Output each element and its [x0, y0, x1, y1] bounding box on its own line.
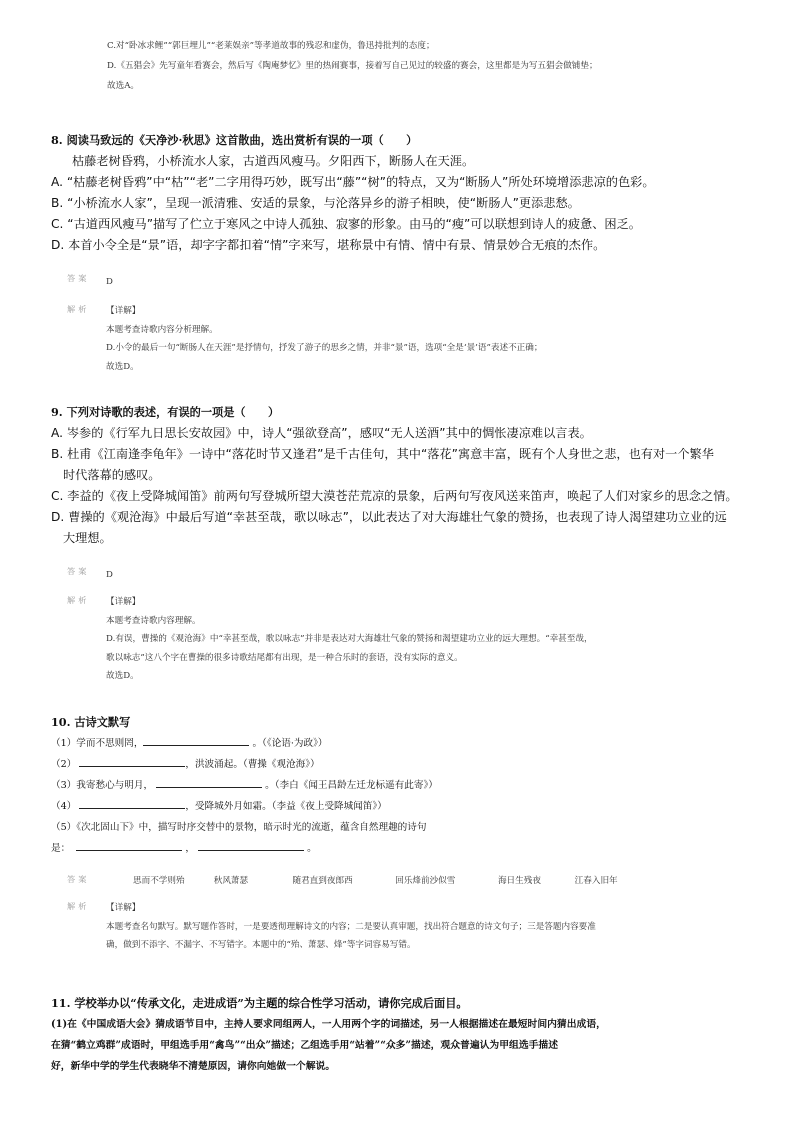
- answer-item: 随君直到夜郎西: [292, 876, 353, 886]
- question-title: 8. 阅读马致远的《天净沙·秋思》这首散曲，选出赏析有误的一项（ ）: [51, 133, 418, 147]
- analysis-body: [106, 302, 751, 376]
- analysis-body: [106, 899, 751, 955]
- analysis-line: 歌以咏志”这八个字在曹操的很多诗歌结尾都有出现，是一种合乐时的套语，没有实际的意义。: [106, 652, 463, 663]
- previous-answer-continuation: [107, 36, 747, 96]
- analysis-line: 【详解】: [106, 306, 141, 316]
- analysis-line: 本题考查诗歌内容理解。: [106, 615, 201, 626]
- question-10: [51, 712, 751, 955]
- blank-line[interactable]: [143, 733, 249, 746]
- option-b: B. “小桥流水人家”，呈现一派清雅、安适的景象，与沦落异乡的游子相映，使“断肠人”更添悲愁。: [51, 196, 580, 210]
- analysis-body: [106, 593, 751, 686]
- fill-item-5: （5）《次北固山下》中，描写时序交替中的景物，暗示时光的流逝，蕴含自然理趣的诗句: [51, 822, 427, 833]
- analysis-line: 本题考查名句默写。默写题作答时，一是要透彻理解诗文的内容；二是要认真审题，找出符合题意的诗文句子；三是答题内容要准: [106, 921, 596, 932]
- option-d: D. 本首小令全是“景”语，却字字都扣着“情”字来写，堪称景中有情、情中有景、情景妙合无痕的杰作。: [51, 238, 606, 252]
- analysis-line: C.对“卧冰求鲤”“郭巨埋儿”“老莱娱亲”等孝道故事的残忍和虚伪，鲁迅持批判的态度；: [107, 41, 435, 51]
- answer-item: 秋风萧瑟: [213, 876, 249, 886]
- question-8: [51, 130, 751, 376]
- question-line: 在猜“鹤立鸡群”成语时，甲组选手用“禽鸟”“出众”描述；乙组选手用“站着”“众多”描述，观众普遍认为甲组选手描述: [51, 1040, 559, 1051]
- analysis-label: 解析: [67, 595, 90, 605]
- answer-item: 思而不学则殆: [133, 876, 185, 886]
- analysis-line: 故选D。: [106, 361, 139, 372]
- question-line: 好，新华中学的学生代表晓华不清楚原因，请你向她做一个解说。: [51, 1061, 336, 1072]
- option-b-continued: 时代落幕的感叹。: [63, 468, 161, 482]
- blank-line[interactable]: [156, 775, 262, 788]
- question-11: [51, 993, 751, 1077]
- analysis-line: 故选D。: [106, 671, 139, 681]
- fill-item-2: （2） ，洪波涌起。（曹操《观沧海》）: [51, 754, 751, 775]
- option-a: A. “枯藤老树昏鸦”中“枯”“老”二字用得巧妙，既写出“藤”“树”的特点，又为“断肠人”所处环境增添悲凉的色彩。: [51, 175, 655, 189]
- analysis-label: 解析: [67, 304, 90, 314]
- analysis-line: D.《五猖会》先写童年看赛会，然后写《陶庵梦忆》里的热闹赛事，接着写自己见过的较盛的赛会，这里都是为写五猖会做铺垫；: [107, 61, 598, 71]
- analysis-line: 【详解】: [106, 903, 141, 913]
- option-b: B. 杜甫《江南逢李龟年》一诗中“落花时节又逢君”是千古佳句，其中“落花”寓意丰富，既有个人身世之悲，也有对一个繁华: [51, 447, 714, 461]
- option-d-continued: 大理想。: [63, 531, 112, 545]
- poem-text: 枯藤老树昏鸦，小桥流水人家，古道西风瘦马。夕阳西下，断肠人在天涯。: [72, 154, 475, 168]
- blank-line[interactable]: [76, 838, 182, 851]
- fill-item-1: （1）学而不思则罔， 。（《论语·为政》）: [51, 733, 751, 754]
- blank-line[interactable]: [198, 838, 304, 851]
- answer-label: 答案: [67, 566, 90, 576]
- blank-line[interactable]: [79, 796, 185, 809]
- analysis-line: 本题考查诗歌内容分析理解。: [106, 324, 218, 335]
- option-d: D. 曹操的《观沧海》中最后写道“幸甚至哉，歌以咏志”，以此表达了对大海雄壮气象的赞扬，也表现了诗人渴望建功立业的远: [51, 510, 727, 524]
- option-c: C. “古道西风瘦马”描写了伫立于寒风之中诗人孤独、寂寥的形象。由马的“瘦”可以联想到诗人的疲惫、困乏。: [51, 217, 641, 231]
- answer-item: 海日生残夜: [497, 876, 541, 886]
- answer-label: 答案: [67, 874, 90, 884]
- fill-item-3: （3）我寄愁心与明月， 。（李白《闻王昌龄左迁龙标遥有此寄》）: [51, 775, 751, 796]
- answer-item: 江春入旧年: [574, 876, 618, 886]
- question-9: [51, 402, 751, 686]
- analysis-line: 故选A。: [107, 81, 139, 91]
- question-title: 9. 下列对诗歌的表述，有误的一项是（ ）: [51, 405, 280, 419]
- fill-item-5-continued: 是： ， 。: [51, 838, 751, 859]
- analysis-line: D.有误，曹操的《观沧海》中“幸甚至哉，歌以咏志”并非是表达对大海雄壮气象的赞扬和渴望建功立业的远大理想。“幸甚至哉，: [106, 634, 593, 644]
- question-line: (1)在《中国成语大会》猜成语节目中，主持人要求同组两人，一人用两个字的词描述，另一人根据描述在最短时间内猜出成语，: [51, 1019, 606, 1030]
- answer-block: [51, 563, 751, 686]
- answer-list: [133, 874, 618, 886]
- analysis-line: 【详解】: [106, 597, 141, 607]
- answer-block: [51, 270, 751, 376]
- answer-label: 答案: [67, 273, 90, 283]
- option-a: A. 岑参的《行军九日思长安故园》中，诗人“强欲登高”，感叹“无人送酒”其中的惆怅凄凉难以言表。: [51, 426, 592, 440]
- question-title: 11. 学校举办以“传承文化，走进成语”为主题的综合性学习活动，请你完成后面目。: [51, 996, 468, 1010]
- answer-value: D: [106, 570, 113, 580]
- analysis-line: 确，做到不添字、不漏字、不写错字。本题中的“殆、萧瑟、烽”等字词容易写错。: [106, 940, 416, 950]
- fill-item-4: （4） ，受降城外月如霜。（李益《夜上受降城闻笛》）: [51, 796, 751, 817]
- option-c: C. 李益的《夜上受降城闻笛》前两句写登城所望大漠苍茫荒凉的景象，后两句写夜风送来笛声，唤起了人们对家乡的思念之情。: [51, 489, 738, 503]
- answer-block: [51, 871, 751, 955]
- analysis-label: 解析: [67, 901, 90, 911]
- analysis-line: D.小令的最后一句“断肠人在天涯”是抒情句，抒发了游子的思乡之情，并非“景”语，选项“全是‘景’语”表述不正确；: [106, 343, 543, 353]
- question-title: 10. 古诗文默写: [51, 715, 131, 729]
- blank-line[interactable]: [79, 754, 185, 767]
- answer-item: 回乐烽前沙似雪: [395, 876, 456, 886]
- answer-value: D: [106, 277, 113, 287]
